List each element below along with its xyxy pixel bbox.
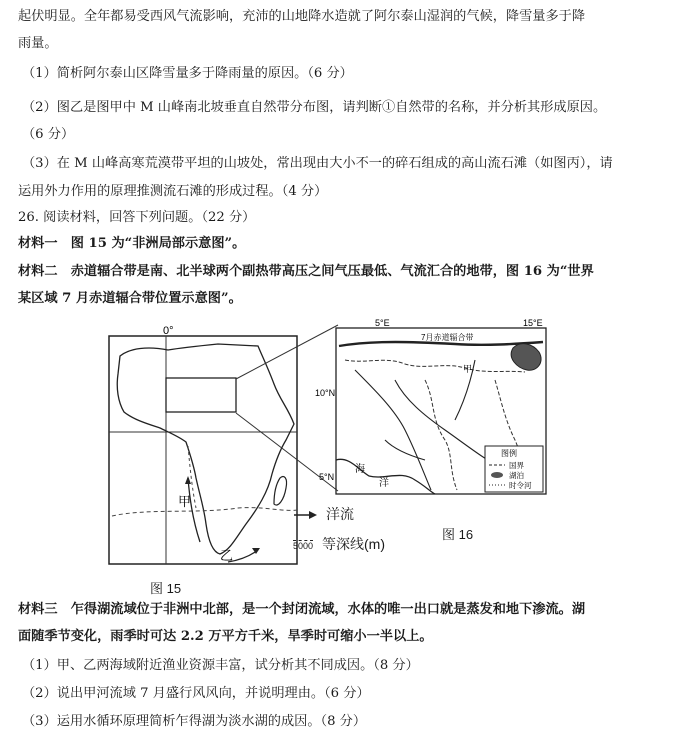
text-line: 起伏明显。全年都易受西风气流影响，充沛的山地降水造就了阿尔泰山湿润的气候，降雪量多于降 xyxy=(18,9,586,24)
lat-label-10n: 10°N xyxy=(315,388,336,398)
label-jia: 甲 xyxy=(178,494,192,509)
itcz-label: 7月赤道辐合带 xyxy=(421,333,474,342)
ocean-current-legend-label: 洋流 xyxy=(326,506,354,522)
inset-connector-lines xyxy=(230,315,350,495)
text-line: 雨量。 xyxy=(18,36,58,51)
ocean-current-legend-icon xyxy=(293,509,319,521)
isobath-legend-number: 5000 xyxy=(293,541,314,551)
lon-label-5e: 5°E xyxy=(375,318,390,328)
material-2: 材料二 赤道辐合带是南、北半球两个副热带高压之间气压最低、气流汇合的地带，图 16 为“世界 xyxy=(18,264,594,279)
sub-question-2: （2）说出甲河流域 7 月盛行风风向，并说明理由。（6 分） xyxy=(22,686,370,701)
label-yi: 乙 xyxy=(220,548,234,563)
question-26-heading: 26. 阅读材料，回答下列问题。（22 分） xyxy=(18,210,256,225)
sub-question-3: （3）运用水循环原理简析乍得湖为淡水湖的成因。（8 分） xyxy=(22,714,367,729)
figure-15-caption: 图 15 xyxy=(150,581,182,596)
material-2-cont: 某区域 7 月赤道辐合带位置示意图”。 xyxy=(18,291,242,306)
material-3: 材料三 乍得湖流域位于非洲中北部，是一个封闭流域，水体的唯一出口就是蒸发和地下渗流。湖 xyxy=(18,602,586,617)
legend-seasonal-river: 时令河 xyxy=(509,481,532,490)
question-2-cont: （6 分） xyxy=(22,127,75,142)
question-1: （1）简析阿尔泰山区降雪量多于降雨量的原因。（6 分） xyxy=(22,66,353,81)
figure-16-caption: 图 16 xyxy=(442,527,474,542)
isobath-legend-label: 等深线(m) xyxy=(322,536,385,552)
legend-border: 国界 xyxy=(509,461,524,470)
sub-question-1: （1）甲、乙两海域附近渔业资源丰富，试分析其不同成因。（8 分） xyxy=(22,658,419,673)
lon-label-15e: 15°E xyxy=(523,318,543,328)
sea-label-1: 海 xyxy=(355,464,365,475)
material-1: 材料一 图 15 为“非洲局部示意图”。 xyxy=(18,236,246,251)
question-3: （3）在 M 山峰高寒荒漠带平坦的山坡处，常出现由大小不一的碎石组成的高山流石滩（如图丙），请 xyxy=(22,156,613,171)
lat-label-5n: 5°N xyxy=(319,472,335,482)
material-3-cont: 面随季节变化，雨季时可达 2.2 万平方千米，旱季时可缩小一半以上。 xyxy=(18,629,433,644)
question-3-cont: 运用外力作用的原理推测流石滩的形成过程。（4 分） xyxy=(18,184,328,199)
question-2: （2）图乙是图甲中 M 山峰南北坡垂直自然带分布图，请判断①自然带的名称，并分析其形成原因。 xyxy=(22,100,607,115)
sea-label-2: 洋 xyxy=(379,478,389,489)
figure-16-map xyxy=(315,318,550,500)
legend-lake: 湖泊 xyxy=(509,471,524,480)
legend-title: 图例 xyxy=(501,449,517,458)
meridian-label: 0° xyxy=(163,325,174,337)
river-jia-label: 甲 xyxy=(463,364,473,374)
